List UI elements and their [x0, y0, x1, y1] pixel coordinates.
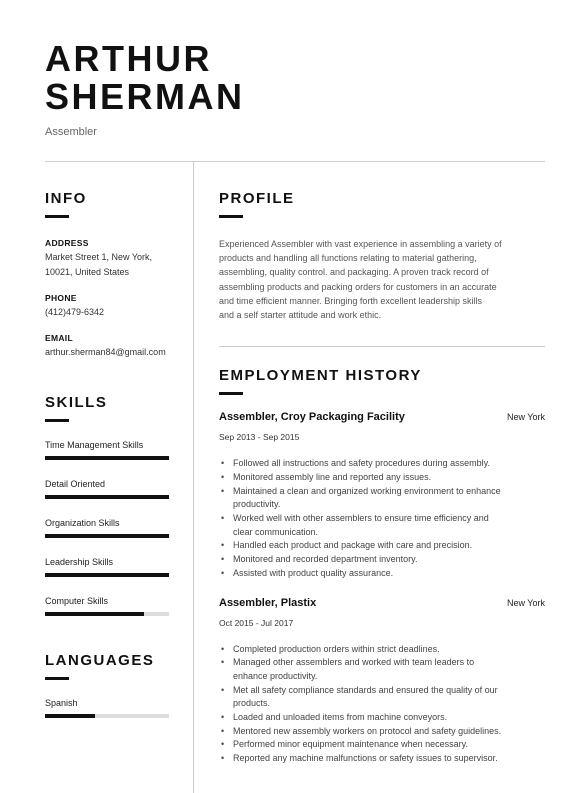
job-duty: • Followed all instructions and safety procedures during assembly.	[219, 457, 545, 471]
left-column	[45, 190, 173, 718]
job-duty: • Loaded and unloaded items from machine conveyors.	[219, 711, 545, 725]
language-label: Spanish	[45, 698, 78, 708]
job-position: Assembler, Croy Packaging Facility	[219, 411, 405, 424]
languages-heading-bar	[45, 677, 69, 680]
skill-bar-fill	[45, 534, 169, 538]
skill-label: Computer Skills	[45, 596, 109, 606]
employment-section	[219, 367, 545, 766]
job-entry	[219, 597, 545, 766]
job-header	[219, 597, 545, 609]
skill-item	[45, 440, 173, 460]
last-name: SHERMAN	[45, 76, 245, 117]
address-line-2: 10021, United States	[45, 267, 130, 277]
info-section	[45, 190, 173, 360]
employment-heading: EMPLOYMENT HISTORY	[219, 367, 422, 385]
profile-divider	[219, 346, 545, 347]
phone-label: PHONE	[45, 293, 77, 303]
job-duty: clear communication.	[233, 526, 319, 537]
profile-section	[219, 190, 545, 322]
profile-line: products and handling all functions relating to material gathering,	[219, 253, 477, 264]
profile-line: assembling products and packing orders for customers in an accurate	[219, 281, 497, 292]
job-header	[219, 411, 545, 423]
job-duty: • Worked well with other assemblers to ensure time efficiency and	[219, 512, 545, 526]
job-title: Assembler	[45, 126, 97, 138]
job-duty: enhance productivity.	[233, 670, 318, 681]
profile-line: Experienced Assembler with vast experience in assembling a variety of	[219, 239, 502, 249]
skill-bar-track	[45, 534, 169, 538]
job-entry	[219, 411, 545, 580]
skill-label: Time Management Skills	[45, 440, 144, 450]
profile-heading-bar	[219, 215, 243, 218]
profile-line: and time efficient manner. Bringing forth excellent leadership skills	[219, 295, 482, 306]
skill-label: Detail Oriented	[45, 479, 106, 489]
employment-heading-bar	[219, 392, 243, 395]
profile-line: assembling, quality control. and packaging. A proven track record of	[219, 267, 489, 278]
email-label: EMAIL	[45, 333, 73, 343]
skill-bar-track	[45, 612, 169, 616]
skill-label: Organization Skills	[45, 518, 120, 528]
job-duty: • Assisted with product quality assurance.	[219, 567, 545, 581]
job-duty: • Met all safety compliance standards and ensured the quality of our	[219, 684, 545, 698]
job-duty: • Completed production orders within strict deadlines.	[219, 643, 545, 657]
address-value	[45, 250, 173, 280]
job-location: New York	[506, 597, 545, 608]
skill-item	[45, 596, 173, 616]
profile-heading: PROFILE	[219, 190, 295, 207]
job-duties	[219, 457, 545, 580]
job-duty: productivity.	[233, 499, 281, 510]
job-duty: • Performed minor equipment maintenance when necessary.	[219, 738, 545, 752]
languages-list	[45, 698, 173, 718]
profile-summary	[219, 237, 545, 322]
skill-bar-fill	[45, 495, 169, 499]
email-value: arthur.sherman84@gmail.com	[45, 347, 166, 357]
job-duty: • Monitored and recorded department inventory.	[219, 553, 545, 567]
skill-bar-fill	[45, 573, 169, 577]
job-duty: • Mentored new assembly workers on protocol and safety guidelines.	[219, 725, 545, 739]
profile-line: and a self starter attitude and work ethic.	[219, 310, 382, 321]
skills-heading-bar	[45, 419, 69, 422]
right-column	[219, 190, 545, 766]
address-line-1: Market Street 1, New York,	[45, 252, 153, 262]
skill-label: Leadership Skills	[45, 557, 114, 567]
language-bar-fill	[45, 714, 95, 718]
job-dates: Sep 2013 - Sep 2015	[219, 432, 300, 443]
skill-item	[45, 557, 173, 577]
header-divider	[45, 161, 545, 162]
job-duty: products.	[233, 698, 271, 709]
phone-value: (412)479-6342	[45, 307, 105, 317]
job-duty: • Managed other assemblers and worked with team leaders to	[219, 656, 545, 670]
languages-heading: LANGUAGES	[45, 652, 155, 669]
column-divider	[193, 161, 194, 793]
address-label: ADDRESS	[45, 238, 89, 248]
candidate-name	[45, 40, 245, 116]
job-duty: • Maintained a clean and organized working environment to enhance	[219, 485, 545, 499]
language-bar-track	[45, 714, 169, 718]
info-heading-bar	[45, 215, 69, 218]
skill-bar-fill	[45, 456, 169, 460]
job-duty: • Handled each product and package with care and precision.	[219, 539, 545, 553]
job-duty: • Monitored assembly line and reported any issues.	[219, 471, 545, 485]
skill-bar-track	[45, 573, 169, 577]
first-name: ARTHUR	[45, 38, 212, 79]
skill-bar-track	[45, 456, 169, 460]
skills-heading: SKILLS	[45, 394, 108, 411]
job-location: New York	[506, 412, 545, 423]
job-duties	[219, 643, 545, 766]
skills-list	[45, 440, 173, 616]
job-duty: • Reported any machine malfunctions or safety issues to supervisor.	[219, 752, 545, 766]
job-dates: Oct 2015 - Jul 2017	[219, 617, 294, 628]
skill-item	[45, 518, 173, 538]
skill-bar-fill	[45, 612, 144, 616]
skills-section	[45, 394, 173, 616]
skill-item	[45, 479, 173, 499]
jobs-list	[219, 411, 545, 766]
info-heading: INFO	[45, 190, 87, 207]
job-position: Assembler, Plastix	[219, 596, 317, 609]
languages-section	[45, 652, 173, 718]
language-item	[45, 698, 173, 718]
skill-bar-track	[45, 495, 169, 499]
